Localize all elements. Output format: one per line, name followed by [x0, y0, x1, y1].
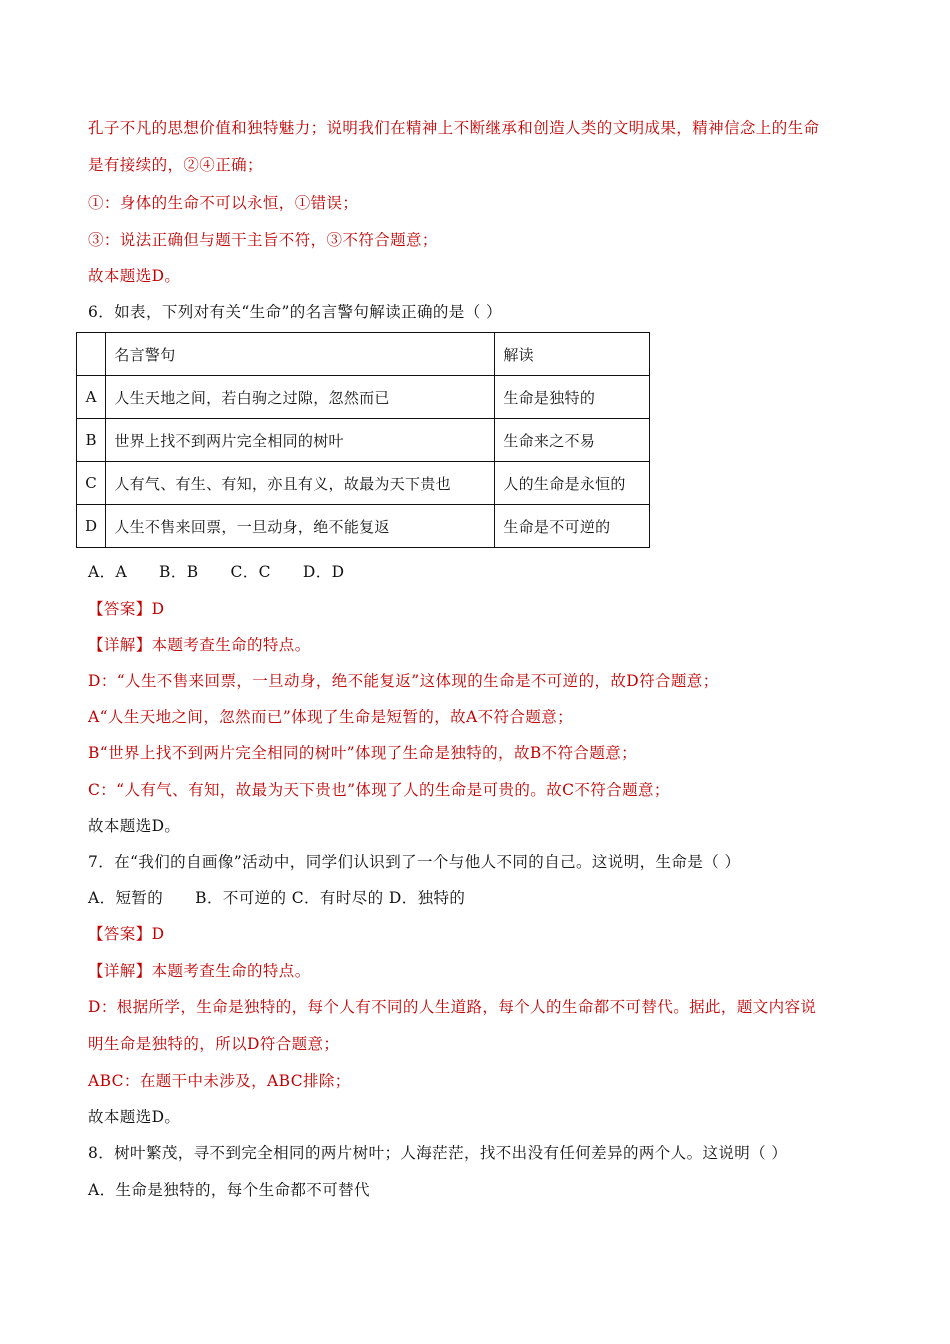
prev-explanation-line: 是有接续的，②④正确；	[88, 156, 263, 174]
table-row	[77, 419, 650, 462]
question-6-options: A．A B．B C．C D．D	[88, 563, 345, 581]
question-7-conclusion: 故本题选D。	[88, 1108, 181, 1126]
table-cell-quote: 人有气、有生、有知，亦且有义，故最为天下贵也	[106, 462, 495, 505]
question-6-explanation: C：“人有气、有知，故最为天下贵也”体现了人的生命是可贵的。故C不符合题意；	[88, 781, 670, 799]
table-cell-letter: B	[77, 419, 106, 462]
question-7-explanation: D：根据所学，生命是独特的，每个人有不同的人生道路，每个人的生命都不可替代。据此，题文内容说	[88, 998, 817, 1016]
table-cell-quote: 世界上找不到两片完全相同的树叶	[106, 419, 495, 462]
quotes-table	[76, 332, 650, 548]
question-6-detail: 【详解】本题考查生命的特点。	[88, 636, 311, 654]
table-cell-letter: A	[77, 376, 106, 419]
prev-explanation-line: 孔子不凡的思想价值和独特魅力；说明我们在精神上不断继承和创造人类的文明成果，精神信念上的生命	[88, 119, 820, 137]
table-cell-reading: 生命是独特的	[495, 376, 650, 419]
question-6-explanation: B“世界上找不到两片完全相同的树叶”体现了生命是独特的，故B不符合题意；	[88, 744, 638, 762]
table-row	[77, 462, 650, 505]
prev-explanation-line: ③：说法正确但与题干主旨不符，③不符合题意；	[88, 231, 438, 249]
question-7-explanation: ABC：在题干中未涉及，ABC排除；	[88, 1072, 351, 1090]
table-cell-reading: 人的生命是永恒的	[495, 462, 650, 505]
question-6-explanation: A“人生天地之间，忽然而已”体现了生命是短暂的，故A不符合题意；	[88, 708, 574, 726]
question-6-explanation: D：“人生不售来回票，一旦动身，绝不能复返”这体现的生命是不可逆的，故D符合题意；	[88, 672, 719, 690]
question-7-explanation: 明生命是独特的，所以D符合题意；	[88, 1035, 340, 1053]
question-8-stem: 8．树叶繁茂，寻不到完全相同的两片树叶；人海茫茫，找不出没有任何差异的两个人。这说明（ ）	[88, 1144, 788, 1162]
table-cell-reading: 生命来之不易	[495, 419, 650, 462]
table-cell-letter: D	[77, 505, 106, 548]
table-cell-quote: 人生不售来回票，一旦动身，绝不能复返	[106, 505, 495, 548]
question-6-answer: 【答案】D	[88, 600, 165, 618]
table-row	[77, 376, 650, 419]
question-7-answer: 【答案】D	[88, 925, 165, 943]
table-header-cell: 解读	[495, 333, 650, 376]
table-row	[77, 505, 650, 548]
question-7-options: A．短暂的 B．不可逆的 C．有时尽的 D．独特的	[88, 889, 466, 907]
prev-conclusion: 故本题选D。	[88, 267, 181, 285]
prev-explanation-line: ①：身体的生命不可以永恒，①错误；	[88, 194, 359, 212]
table-header-cell	[77, 333, 106, 376]
table-cell-quote: 人生天地之间，若白驹之过隙，忽然而已	[106, 376, 495, 419]
table-cell-letter: C	[77, 462, 106, 505]
question-6-conclusion: 故本题选D。	[88, 817, 181, 835]
table-header-cell: 名言警句	[106, 333, 495, 376]
question-7-detail: 【详解】本题考查生命的特点。	[88, 962, 311, 980]
question-8-option-a: A．生命是独特的，每个生命都不可替代	[88, 1181, 370, 1199]
table-header-row	[77, 333, 650, 376]
question-6-stem: 6．如表，下列对有关“生命”的名言警句解读正确的是（ ）	[88, 303, 502, 321]
table-cell-reading: 生命是不可逆的	[495, 505, 650, 548]
question-7-stem: 7．在“我们的自画像”活动中，同学们认识到了一个与他人不同的自己。这说明，生命是（ ）	[88, 853, 741, 871]
